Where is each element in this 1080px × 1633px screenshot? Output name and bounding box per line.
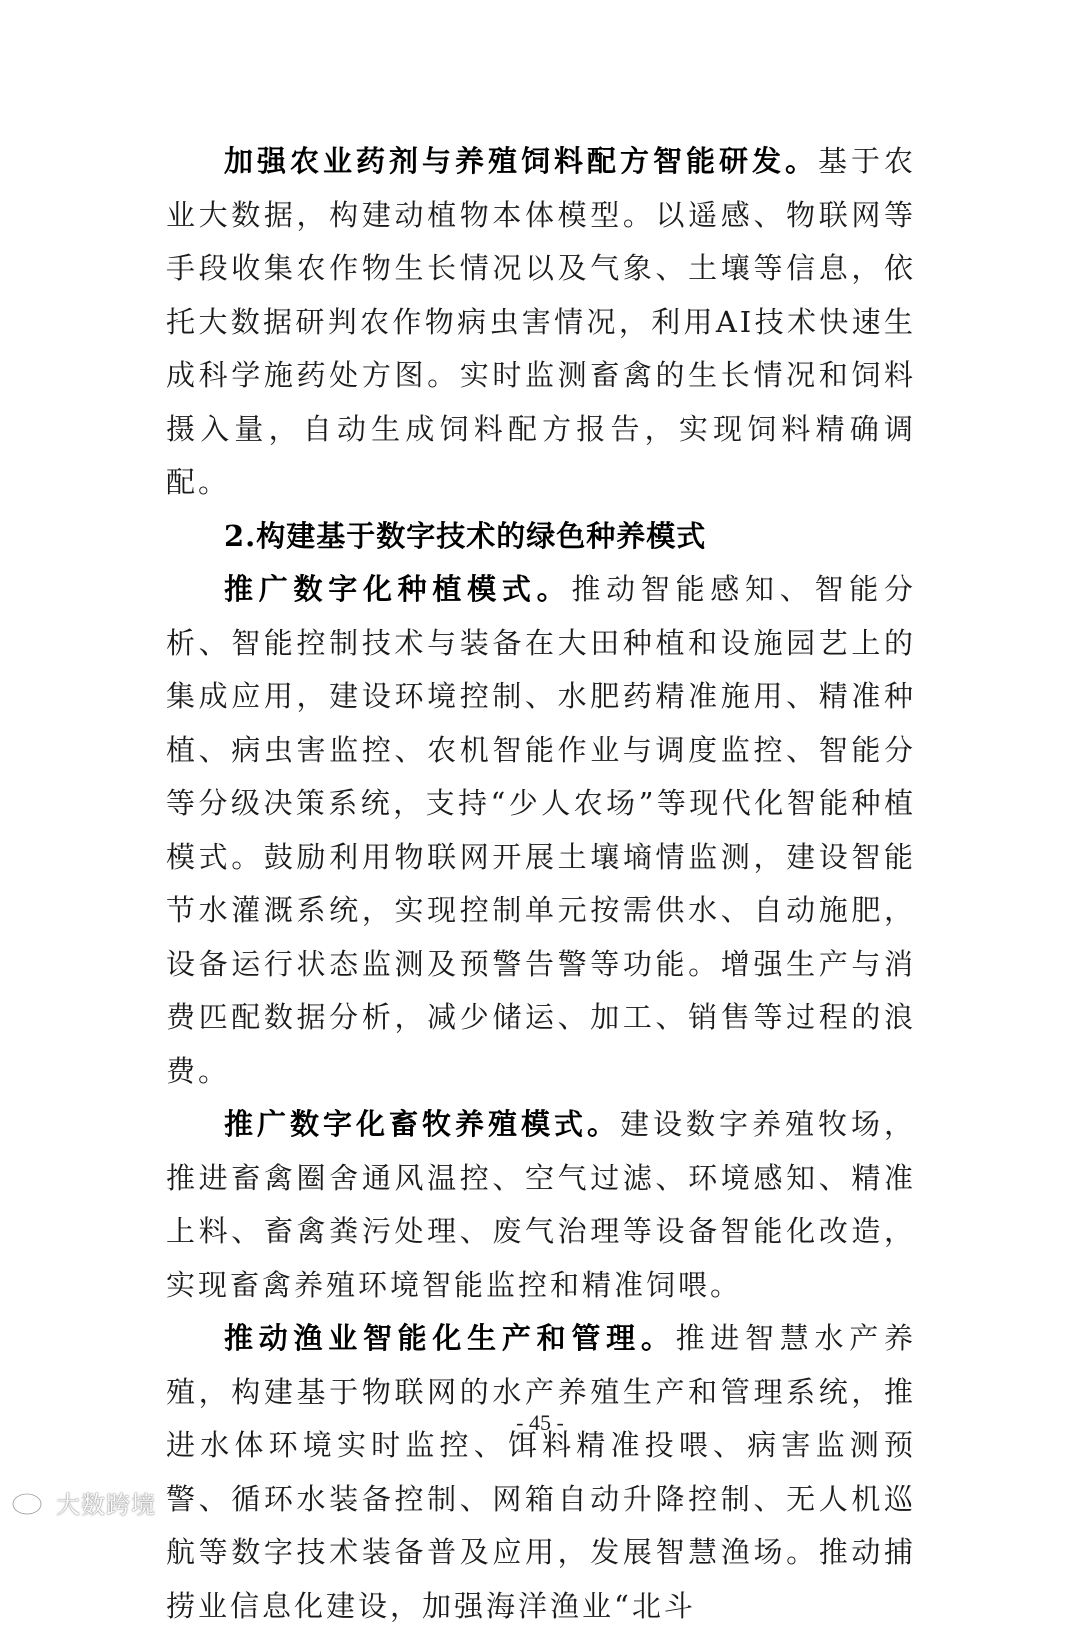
- watermark: [10, 1484, 156, 1520]
- paragraph-3-lead: 推广数字化畜牧养殖模式。: [224, 1107, 620, 1141]
- paragraph-2-lead: 推广数字化种植模式。: [224, 572, 572, 606]
- paragraph-1-lead: 加强农业药剂与养殖饲料配方智能研发。: [224, 144, 818, 178]
- paragraph-2-body: 推动智能感知、智能分析、智能控制技术与装备在大田种植和设施园艺上的集成应用，建设环境控制、水肥药精准施用、精准种植、病虫害监控、农机智能作业与调度监控、智能分等分级决策系统，支持“少人农场”等现代化智能种植模式。鼓励利用物联网开展土壤墒情监测，建设智能节水灌溉系统，实现控制单元按需供水、自动施肥，设备运行状态监测及预警告警等功能。增强生产与消费匹配数据分析，减少储运、加工、销售等过程的浪费。: [166, 572, 916, 1088]
- paragraph-4: [166, 1312, 916, 1633]
- paragraph-3-body: 建设数字养殖牧场，推进畜禽圈舍通风温控、空气过滤、环境感知、精准上料、畜禽粪污处理、废气治理等设备智能化改造，实现畜禽养殖环境智能监控和精准饲喂。: [166, 1107, 916, 1302]
- paragraph-1-body: 基于农业大数据，构建动植物本体模型。以遥感、物联网等手段收集农作物生长情况以及气象、土壤等信息，依托大数据研判农作物病虫害情况，利用AI技术快速生成科学施药处方图。实时监测畜禽的生长情况和饲料摄入量，自动生成饲料配方报告，实现饲料精确调配。: [166, 144, 916, 499]
- page-number: - 45 -: [516, 1410, 564, 1435]
- paragraph-3: [166, 1098, 916, 1312]
- paragraph-2: [166, 563, 916, 1098]
- weibo-logo-icon: [10, 1484, 50, 1520]
- paragraph-4-body: 推进智慧水产养殖，构建基于物联网的水产养殖生产和管理系统，推进水体环境实时监控、饵料精准投喂、病害监测预警、循环水装备控制、网箱自动升降控制、无人机巡航等数字技术装备普及应用，发展智慧渔场。推动捕捞业信息化建设，加强海洋渔业“北斗: [166, 1321, 916, 1623]
- section-heading: 2.构建基于数字技术的绿色种养模式: [224, 518, 707, 553]
- watermark-text: 大数跨境: [56, 1490, 156, 1519]
- document-page: [166, 135, 916, 1633]
- paragraph-4-lead: 推动渔业智能化生产和管理。: [224, 1321, 676, 1355]
- paragraph-1: [166, 135, 916, 510]
